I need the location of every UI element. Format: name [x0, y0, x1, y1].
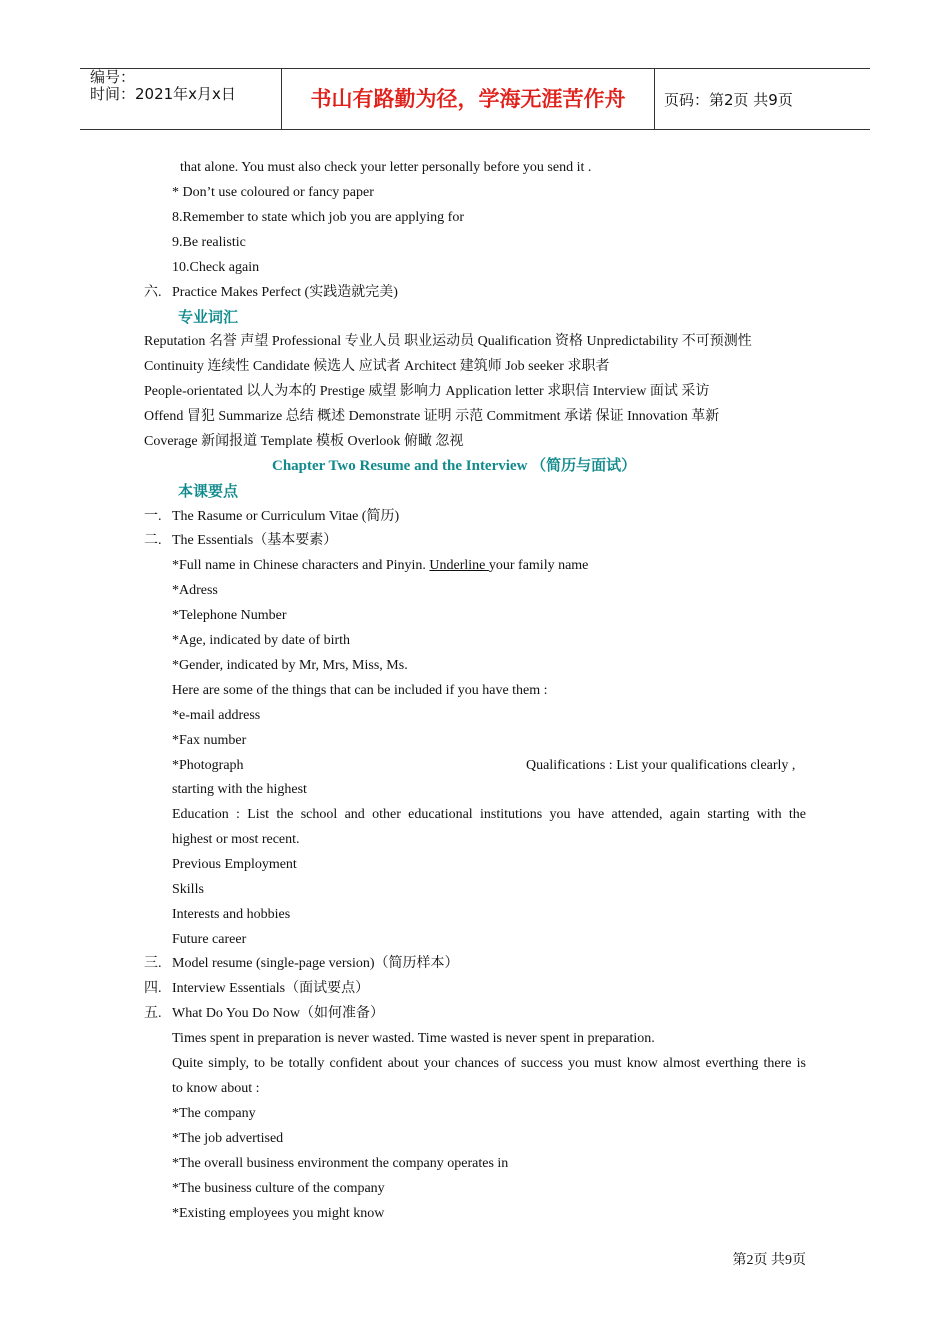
section-heading: Practice Makes Perfect (实践造就完美): [172, 285, 398, 300]
vocab-line: People-orientated 以人为本的 Prestige 威望 影响力 Application letter 求职信 Interview 面试 采访: [144, 384, 710, 399]
vocab-line: Reputation 名誉 声望 Professional 专业人员 职业运动员 Qualification 资格 Unpredictability 不可预测性: [144, 334, 752, 349]
header-page-number: 页码：第2页 共9页: [664, 91, 793, 109]
body-line: 10.Check again: [172, 260, 260, 275]
list-number: 二.: [144, 533, 162, 548]
body-line: that alone. You must also check your letter personally before you send it .: [180, 160, 592, 175]
header-number: 编号：: [90, 68, 136, 86]
body-line: Quite simply, to be totally confident about your chances of success you must know almost everthing there is: [172, 1056, 806, 1071]
header-divider: [654, 69, 655, 129]
body-line: *Telephone Number: [172, 608, 287, 623]
body-line: 8.Remember to state which job you are applying for: [172, 210, 464, 225]
vocab-heading: 专业词汇: [178, 308, 239, 326]
header-meta: [90, 69, 236, 103]
key-points-heading: 本课要点: [178, 482, 239, 500]
list-number: 六.: [144, 285, 162, 300]
text-run: your family name: [488, 558, 589, 573]
section-heading: Model resume (single-page version)（简历样本）: [172, 956, 459, 971]
body-line: *Fax number: [172, 733, 247, 748]
body-line: *Photograph: [172, 758, 244, 773]
section-heading: The Rasume or Curriculum Vitae (简历): [172, 509, 400, 524]
body-line: highest or most recent.: [172, 832, 300, 847]
body-line: *Age, indicated by date of birth: [172, 633, 351, 648]
body-line: *The overall business environment the company operates in: [172, 1156, 509, 1171]
body-line: Interests and hobbies: [172, 907, 291, 922]
page-header: [80, 68, 870, 130]
body-line: *Existing employees you might know: [172, 1206, 385, 1221]
section-heading: The Essentials（基本要素）: [172, 533, 338, 548]
body-line: *Adress: [172, 583, 218, 598]
header-motto: 书山有路勤为径，学海无涯苦作舟: [310, 87, 626, 111]
body-line: Previous Employment: [172, 857, 297, 872]
body-line: Future career: [172, 932, 247, 947]
body-line: * Don’t use coloured or fancy paper: [172, 185, 374, 200]
vocab-line: Coverage 新闻报道 Template 模板 Overlook 俯瞰 忽视: [144, 434, 464, 449]
body-line: Skills: [172, 882, 204, 897]
body-line: *Gender, indicated by Mr, Mrs, Miss, Ms.: [172, 658, 408, 673]
section-heading: What Do You Do Now（如何准备）: [172, 1006, 384, 1021]
header-time: 时间：2021年x月x日: [90, 85, 236, 103]
page-footer: 第2页 共9页: [732, 1253, 806, 1268]
section-heading: Interview Essentials（面试要点）: [172, 981, 370, 996]
vocab-line: Offend 冒犯 Summarize 总结 概述 Demonstrate 证明 示范 Commitment 承诺 保证 Innovation 革新: [144, 409, 720, 424]
body-line: *The job advertised: [172, 1131, 284, 1146]
underlined-word: Underline: [429, 558, 489, 573]
body-line: *The business culture of the company: [172, 1181, 385, 1196]
body-line: *The company: [172, 1106, 256, 1121]
text-run: *Full name in Chinese characters and Pinyin.: [172, 558, 430, 573]
body-line: Education : List the school and other educational institutions you have attended, again starting with the: [172, 807, 806, 822]
list-number: 五.: [144, 1006, 162, 1021]
list-number: 一.: [144, 509, 162, 524]
body-line: starting with the highest: [172, 782, 307, 797]
body-line: to know about :: [172, 1081, 260, 1096]
vocab-line: Continuity 连续性 Candidate 候选人 应试者 Architect 建筑师 Job seeker 求职者: [144, 359, 610, 374]
chapter-title: Chapter Two Resume and the Interview （简历与面试）: [272, 458, 637, 474]
list-number: 四.: [144, 981, 162, 996]
body-line: 9.Be realistic: [172, 235, 246, 250]
body-line: *e-mail address: [172, 708, 261, 723]
body-line: [172, 557, 588, 575]
body-line: Qualifications : List your qualifications clearly ,: [526, 758, 796, 773]
list-number: 三.: [144, 956, 162, 971]
body-line: Times spent in preparation is never wasted. Time wasted is never spent in preparation.: [172, 1031, 655, 1046]
body-line: Here are some of the things that can be included if you have them :: [172, 683, 548, 698]
